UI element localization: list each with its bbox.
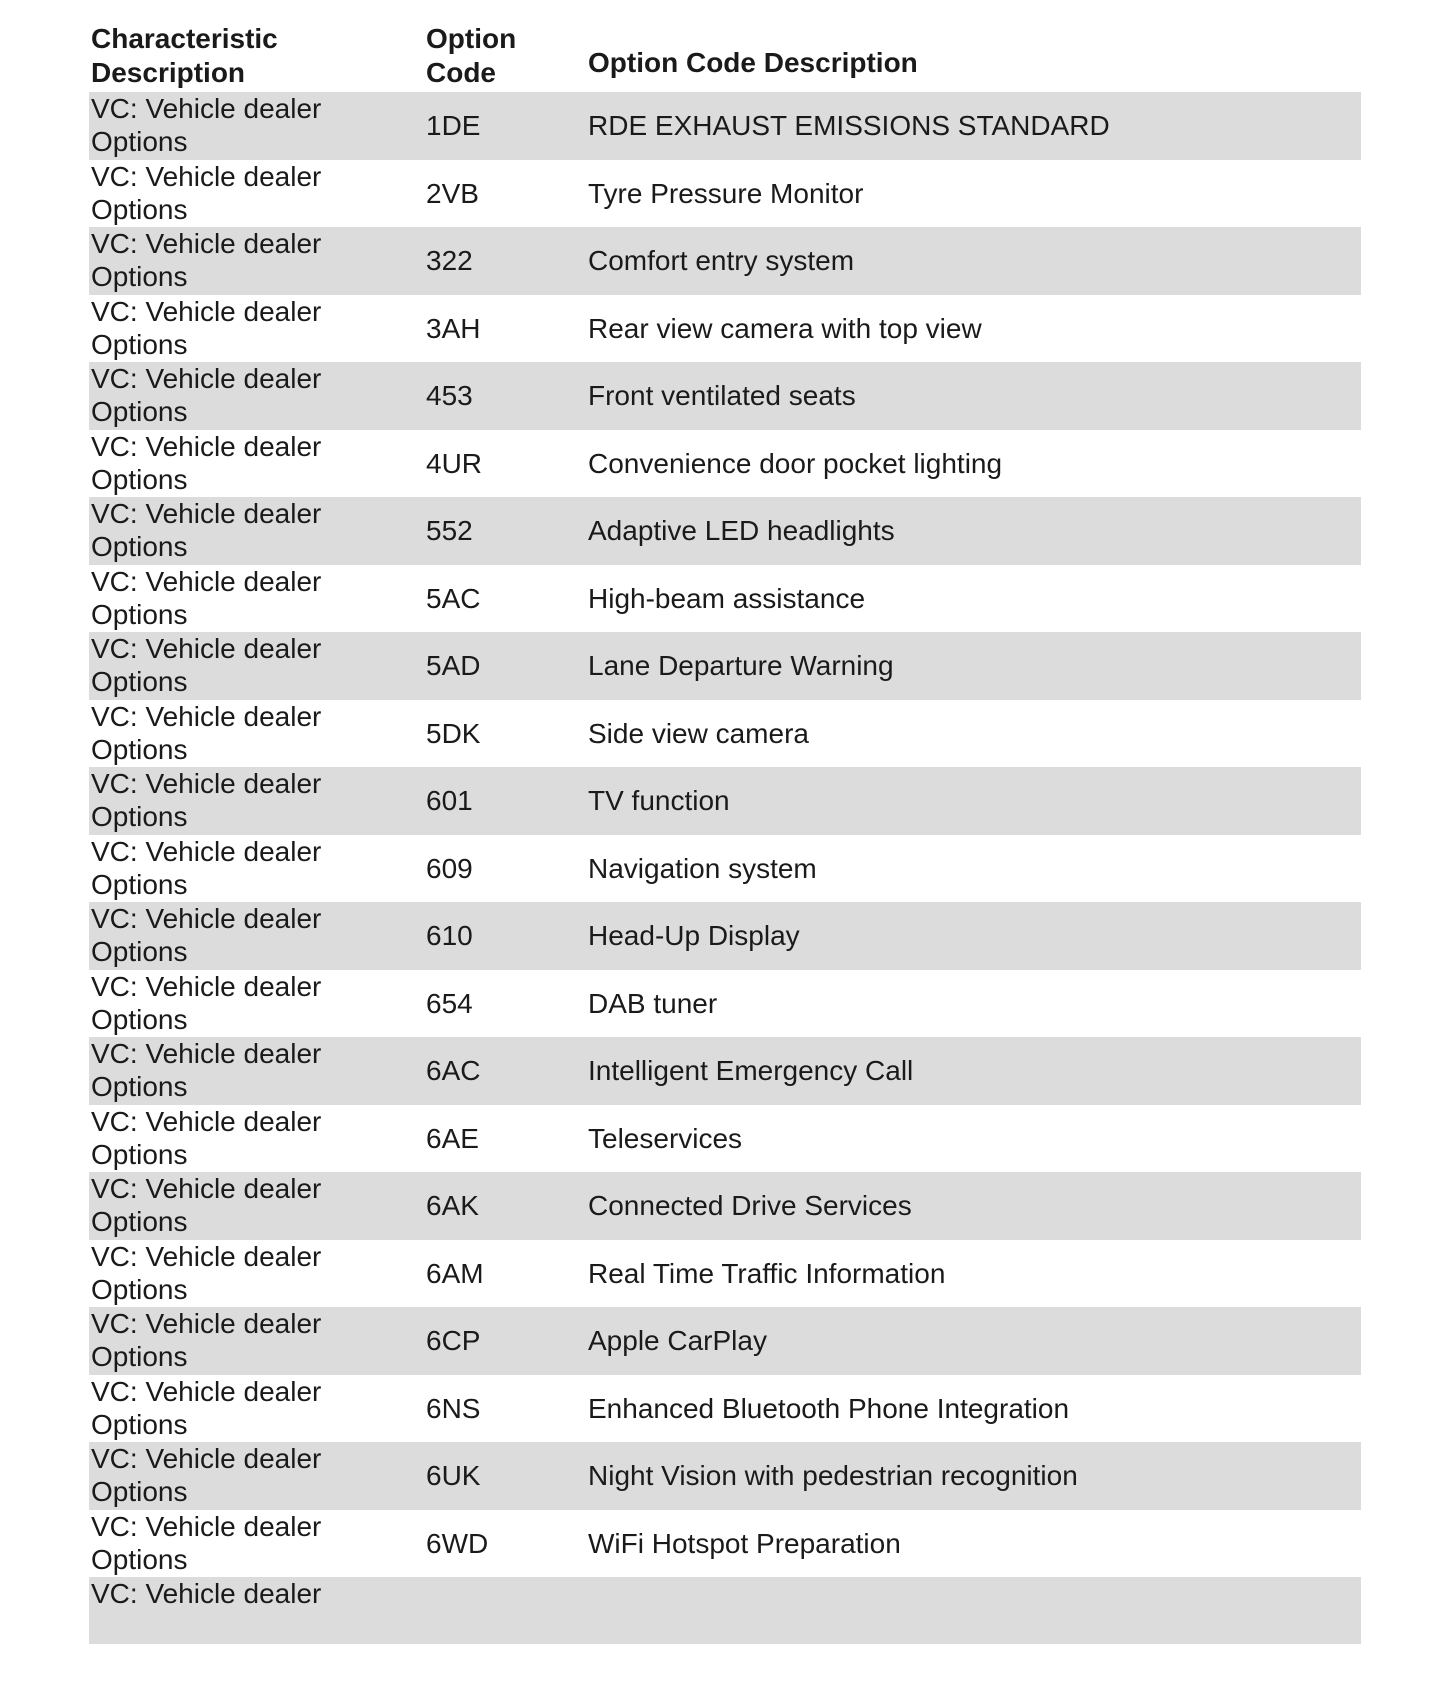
table-row xyxy=(89,295,1361,363)
table-row xyxy=(89,632,1361,700)
cell-characteristic: VC: Vehicle dealer Options xyxy=(91,1510,322,1575)
table-row xyxy=(89,835,1361,903)
cell-option-description xyxy=(588,565,1361,633)
option-code-text: 601 xyxy=(426,785,473,817)
option-description-text: Rear view camera with top view xyxy=(588,312,982,344)
cell-option-code xyxy=(426,430,588,498)
cell-characteristic: VC: Vehicle dealer Options xyxy=(91,700,322,765)
cell-option-code xyxy=(426,970,588,1038)
option-code-text: 3AH xyxy=(426,312,481,344)
cell-option-description xyxy=(588,767,1361,835)
cell-option-code xyxy=(426,1037,588,1105)
cell-characteristic: VC: Vehicle dealer Options xyxy=(91,768,322,832)
option-code-text: 609 xyxy=(426,852,473,884)
cell-option-code xyxy=(426,1375,588,1443)
cell-option-description xyxy=(588,970,1361,1038)
cell-option-code xyxy=(426,902,588,970)
cell-option-description xyxy=(588,632,1361,700)
option-code-text: 6AC xyxy=(426,1055,481,1087)
table-row xyxy=(89,430,1361,498)
option-code-text: 5AD xyxy=(426,650,481,682)
cell-option-description xyxy=(588,160,1361,228)
option-description-text: Head-Up Display xyxy=(588,920,800,952)
option-description-text: Connected Drive Services xyxy=(588,1190,912,1222)
header-option-code-description: Option Code Description xyxy=(588,47,918,78)
table-row xyxy=(89,160,1361,228)
option-description-text: Comfort entry system xyxy=(588,245,855,277)
cell-characteristic: VC: Vehicle dealer Options xyxy=(91,430,322,495)
table-row xyxy=(89,1442,1361,1510)
cell-option-description xyxy=(588,430,1361,498)
cell-characteristic: VC: Vehicle dealer Options xyxy=(91,903,322,967)
option-description-text: Night Vision with pedestrian recognition xyxy=(588,1460,1078,1492)
option-description-text: Side view camera xyxy=(588,717,809,749)
table-row xyxy=(89,362,1361,430)
cell-characteristic: VC: Vehicle dealer Options xyxy=(91,1308,322,1372)
cell-characteristic: VC: Vehicle dealer Options xyxy=(91,160,322,225)
option-code-text: 6UK xyxy=(426,1460,481,1492)
option-code-text: 322 xyxy=(426,245,473,277)
table-row xyxy=(89,700,1361,768)
table-row xyxy=(89,1510,1361,1578)
option-description-text: DAB tuner xyxy=(588,987,718,1019)
option-code-text: 654 xyxy=(426,987,473,1019)
cell-characteristic: VC: Vehicle dealer Options xyxy=(91,633,322,697)
cell-option-description xyxy=(588,92,1361,160)
options-table xyxy=(89,20,1361,1644)
cell-option-code xyxy=(426,1510,588,1578)
cell-characteristic: VC: Vehicle dealer xyxy=(91,1578,322,1609)
cell-option-code xyxy=(426,767,588,835)
option-code-text: 6AK xyxy=(426,1190,479,1222)
table-row xyxy=(89,227,1361,295)
cell-option-description xyxy=(588,700,1361,768)
cell-characteristic: VC: Vehicle dealer Options xyxy=(91,1443,322,1507)
cell-characteristic: VC: Vehicle dealer Options xyxy=(91,295,322,360)
option-description-text: Convenience door pocket lighting xyxy=(588,447,1003,479)
cell-option-code xyxy=(426,700,588,768)
cell-characteristic: VC: Vehicle dealer Options xyxy=(91,1173,322,1237)
option-description-text: RDE EXHAUST EMISSIONS STANDARD xyxy=(588,110,1110,142)
option-code-text: 1DE xyxy=(426,110,481,142)
cell-option-description xyxy=(588,1307,1361,1375)
option-description-text: WiFi Hotspot Preparation xyxy=(588,1527,901,1559)
option-code-text: 2VB xyxy=(426,177,479,209)
cell-characteristic: VC: Vehicle dealer Options xyxy=(91,228,322,292)
option-code-text: 610 xyxy=(426,920,473,952)
option-description-text: Real Time Traffic Information xyxy=(588,1257,946,1289)
cell-characteristic: VC: Vehicle dealer Options xyxy=(91,363,322,427)
table-row xyxy=(89,565,1361,633)
cell-option-code xyxy=(426,1307,588,1375)
cell-option-description xyxy=(588,497,1361,565)
table-row xyxy=(89,497,1361,565)
table-row xyxy=(89,92,1361,160)
option-description-text: Intelligent Emergency Call xyxy=(588,1055,914,1087)
cell-option-description xyxy=(588,295,1361,363)
option-code-text: 4UR xyxy=(426,447,483,479)
cell-option-code xyxy=(426,835,588,903)
table-row xyxy=(89,1307,1361,1375)
option-code-text: 6AE xyxy=(426,1122,479,1154)
option-description-text: Front ventilated seats xyxy=(588,380,856,412)
table-row xyxy=(89,1172,1361,1240)
cell-characteristic: VC: Vehicle dealer Options xyxy=(91,498,322,562)
option-code-text: 453 xyxy=(426,380,473,412)
cell-option-description xyxy=(588,1240,1361,1308)
cell-option-code xyxy=(426,497,588,565)
cell-option-description xyxy=(588,1577,1361,1644)
cell-option-description xyxy=(588,1375,1361,1443)
cell-characteristic: VC: Vehicle dealer Options xyxy=(91,1375,322,1440)
table-row xyxy=(89,902,1361,970)
cell-characteristic: VC: Vehicle dealer Options xyxy=(91,93,322,157)
option-code-text: 6AM xyxy=(426,1257,484,1289)
cell-option-description xyxy=(588,1037,1361,1105)
cell-option-description xyxy=(588,1105,1361,1173)
table-row xyxy=(89,1577,1361,1644)
cell-characteristic: VC: Vehicle dealer Options xyxy=(91,1105,322,1170)
option-description-text: Adaptive LED headlights xyxy=(588,515,895,547)
option-code-text: 5DK xyxy=(426,717,481,749)
header-characteristic-description: Characteristic Description xyxy=(91,23,278,88)
option-description-text: Teleservices xyxy=(588,1122,743,1154)
cell-option-description xyxy=(588,1172,1361,1240)
table-header xyxy=(89,20,1361,92)
cell-characteristic: VC: Vehicle dealer Options xyxy=(91,1240,322,1305)
option-code-text: 6WD xyxy=(426,1527,489,1559)
table-row xyxy=(89,1240,1361,1308)
cell-option-description xyxy=(588,902,1361,970)
cell-characteristic: VC: Vehicle dealer Options xyxy=(91,565,322,630)
cell-option-description xyxy=(588,1510,1361,1578)
option-description-text: TV function xyxy=(588,785,730,817)
option-description-text: Apple CarPlay xyxy=(588,1325,767,1357)
table-row xyxy=(89,1037,1361,1105)
table-row xyxy=(89,970,1361,1038)
option-description-text: Navigation system xyxy=(588,852,817,884)
cell-option-code xyxy=(426,1105,588,1173)
cell-option-description xyxy=(588,227,1361,295)
cell-option-code xyxy=(426,1172,588,1240)
cell-option-description xyxy=(588,362,1361,430)
table-row xyxy=(89,1375,1361,1443)
option-description-text: Lane Departure Warning xyxy=(588,650,894,682)
cell-option-code xyxy=(426,362,588,430)
cell-characteristic: VC: Vehicle dealer Options xyxy=(91,835,322,900)
option-description-text: High-beam assistance xyxy=(588,582,866,614)
cell-option-code xyxy=(426,565,588,633)
option-code-text: 552 xyxy=(426,515,473,547)
cell-option-code xyxy=(426,632,588,700)
cell-option-description xyxy=(588,1442,1361,1510)
cell-option-code xyxy=(426,160,588,228)
cell-characteristic: VC: Vehicle dealer Options xyxy=(91,1038,322,1102)
cell-option-code xyxy=(426,1577,588,1644)
cell-option-code xyxy=(426,1442,588,1510)
table-row xyxy=(89,767,1361,835)
cell-characteristic: VC: Vehicle dealer Options xyxy=(91,970,322,1035)
option-code-text: 6NS xyxy=(426,1392,481,1424)
cell-option-code xyxy=(426,295,588,363)
table-body xyxy=(89,92,1361,1644)
table-row xyxy=(89,1105,1361,1173)
option-description-text: Tyre Pressure Monitor xyxy=(588,177,864,209)
option-code-text: 5AC xyxy=(426,582,481,614)
option-code-text: 6CP xyxy=(426,1325,481,1357)
cell-option-code xyxy=(426,227,588,295)
cell-option-code xyxy=(426,1240,588,1308)
option-description-text: Enhanced Bluetooth Phone Integration xyxy=(588,1392,1070,1424)
header-option-code: Option Code xyxy=(426,23,517,88)
cell-option-code xyxy=(426,92,588,160)
cell-option-description xyxy=(588,835,1361,903)
